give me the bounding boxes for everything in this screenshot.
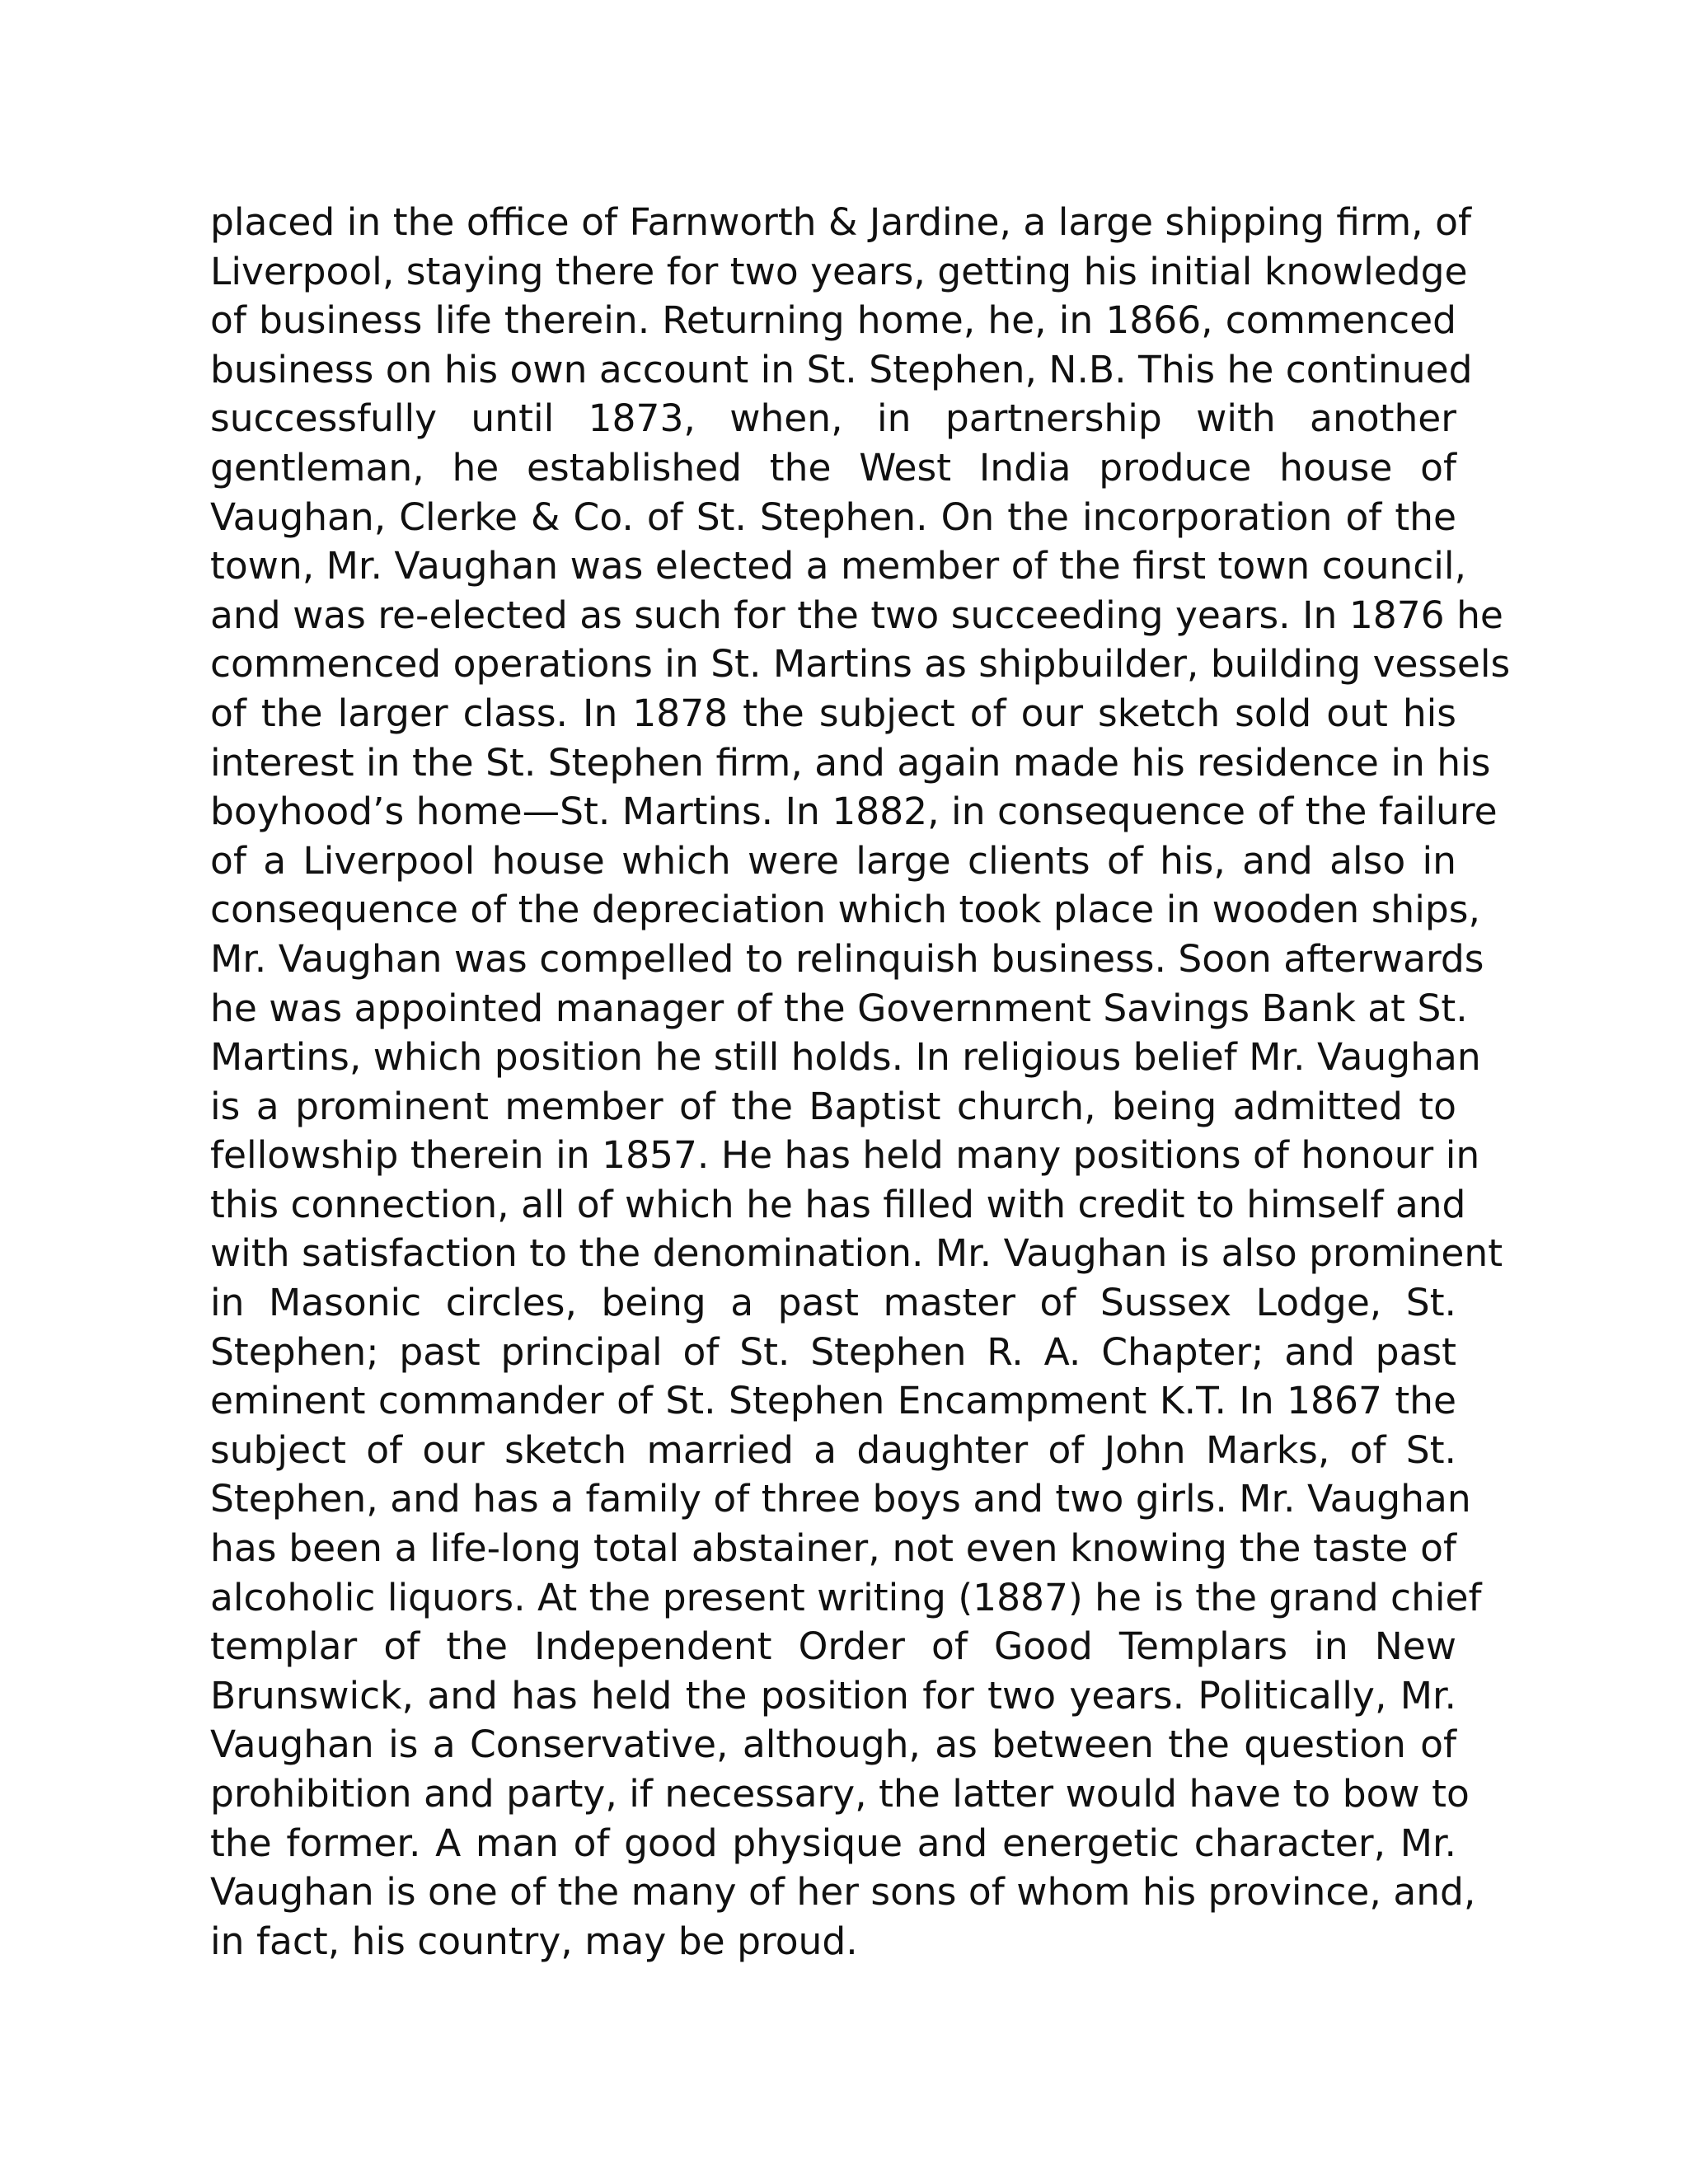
text-line: prohibition and party, if necessary, the latter would have to bow to bbox=[210, 1772, 1470, 1816]
text-line: Brunswick, and has held the position for two years. Politically, Mr. bbox=[210, 1673, 1456, 1718]
text-line: he was appointed manager of the Government Savings Bank at St. bbox=[210, 986, 1468, 1030]
text-line: with satisfaction to the denomination. Mr. Vaughan is also prominent bbox=[210, 1231, 1503, 1276]
text-line: successfully until 1873, when, in partnership with another bbox=[210, 396, 1456, 441]
text-line: templar of the Independent Order of Good Templars in New bbox=[210, 1624, 1456, 1669]
text-line: of the larger class. In 1878 the subject of our sketch sold out his bbox=[210, 691, 1456, 735]
text-line: has been a life-long total abstainer, not even knowing the taste of bbox=[210, 1526, 1456, 1571]
text-line: consequence of the depreciation which took place in wooden ships, bbox=[210, 888, 1480, 932]
text-line: in fact, his country, may be proud. bbox=[210, 1919, 858, 1963]
text-line: interest in the St. Stephen firm, and again made his residence in his bbox=[210, 740, 1491, 785]
text-line: subject of our sketch married a daughter of John Marks, of St. bbox=[210, 1427, 1456, 1472]
text-line: Vaughan, Clerke & Co. of St. Stephen. On the incorporation of the bbox=[210, 494, 1456, 539]
body-text bbox=[210, 198, 1511, 1966]
text-line: Martins, which position he still holds. In religious belief Mr. Vaughan bbox=[210, 1035, 1481, 1080]
text-line: of a Liverpool house which were large clients of his, and also in bbox=[210, 838, 1456, 883]
text-line: Liverpool, staying there for two years, getting his initial knowledge bbox=[210, 249, 1468, 293]
text-line: Stephen; past principal of St. Stephen R. A. Chapter; and past bbox=[210, 1329, 1456, 1374]
text-line: placed in the office of Farnworth & Jardine, a large shipping firm, of bbox=[210, 200, 1471, 244]
text-line: is a prominent member of the Baptist church, being admitted to bbox=[210, 1084, 1456, 1128]
text-line: boyhood’s home—St. Martins. In 1882, in consequence of the failure bbox=[210, 790, 1498, 834]
text-line: eminent commander of St. Stephen Encampment K.T. In 1867 the bbox=[210, 1379, 1456, 1423]
text-line: in Masonic circles, being a past master of Sussex Lodge, St. bbox=[210, 1281, 1456, 1325]
text-line: alcoholic liquors. At the present writing (1887) he is the grand chief bbox=[210, 1575, 1482, 1619]
text-line: business on his own account in St. Stephen, N.B. This he continued bbox=[210, 347, 1473, 391]
text-line: Vaughan is one of the many of her sons of whom his province, and, bbox=[210, 1870, 1476, 1915]
text-line: commenced operations in St. Martins as shipbuilder, building vessels bbox=[210, 642, 1511, 687]
text-line: fellowship therein in 1857. He has held many positions of honour in bbox=[210, 1133, 1480, 1178]
text-line: Mr. Vaughan was compelled to relinquish business. Soon afterwards bbox=[210, 936, 1484, 981]
text-line: Vaughan is a Conservative, although, as between the question of bbox=[210, 1722, 1456, 1767]
text-line: this connection, all of which he has filled with credit to himself and bbox=[210, 1182, 1466, 1226]
text-line: of business life therein. Returning home, he, in 1866, commenced bbox=[210, 298, 1456, 343]
text-line: town, Mr. Vaughan was elected a member of the first town council, bbox=[210, 544, 1467, 588]
text-line: the former. A man of good physique and energetic character, Mr. bbox=[210, 1821, 1456, 1865]
text-line: gentleman, he established the West India produce house of bbox=[210, 445, 1456, 490]
text-line: Stephen, and has a family of three boys and two girls. Mr. Vaughan bbox=[210, 1477, 1471, 1521]
text-line: and was re-elected as such for the two succeeding years. In 1876 he bbox=[210, 593, 1503, 637]
